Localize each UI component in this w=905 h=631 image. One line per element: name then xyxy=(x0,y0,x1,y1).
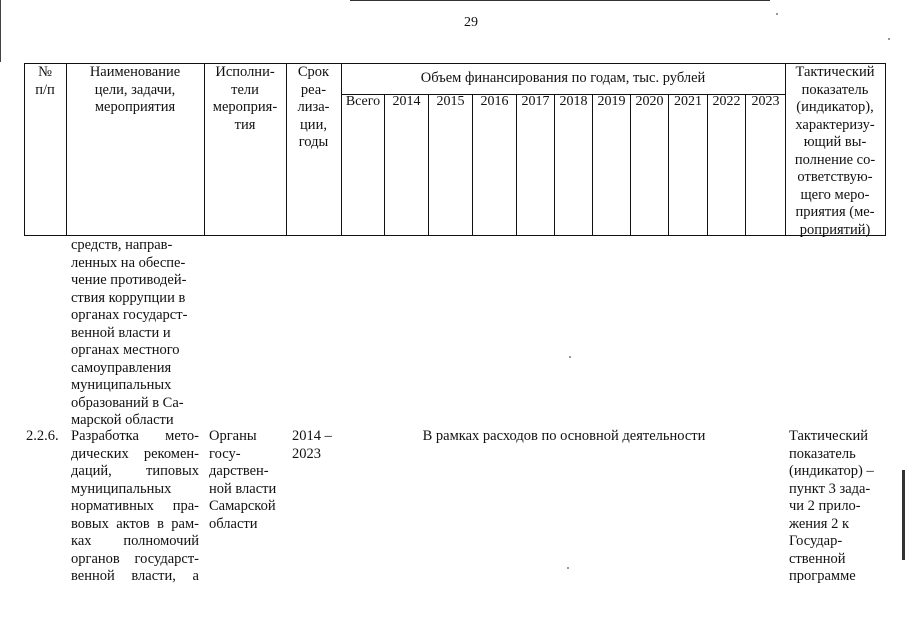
header-term: Срок реа- лиза- ции, годы xyxy=(297,64,330,150)
header-year: 2021 xyxy=(674,94,702,109)
continuation-line: муниципальных xyxy=(71,377,172,393)
continuation-text xyxy=(71,237,203,430)
scan-speck xyxy=(567,567,569,569)
header-year: 2022 xyxy=(712,94,741,109)
header-year: 2015 xyxy=(436,94,465,109)
continuation-line: средств, направ- xyxy=(71,237,173,253)
row-executors: Органы госу- дарствен- ной власти Самарской области xyxy=(209,428,277,532)
header-year: 2016 xyxy=(480,94,509,109)
scan-edge-left xyxy=(0,0,1,62)
header-number: № п/п xyxy=(35,64,55,98)
header-year: 2019 xyxy=(597,94,626,109)
continuation-line: органах государст- xyxy=(71,307,188,323)
continuation-line: образований в Са- xyxy=(71,394,184,411)
page-number: 29 xyxy=(464,15,478,30)
row-indicator: Тактический показатель (индикатор) – пункт 3 зада- чи 2 прило- жения 2 к Государ- ственной программе xyxy=(789,428,874,584)
row-number: 2.2.6. xyxy=(26,428,59,444)
row-name-line: вовых актов в рам- xyxy=(71,515,199,532)
row-name-line: дических рекомен- xyxy=(71,445,199,462)
row-name-line: венной власти, а xyxy=(71,568,199,584)
row-name-line: муниципальных xyxy=(71,480,172,497)
row-name-line: даций, типовых xyxy=(71,463,199,479)
continuation-line: ленных на обеспе- xyxy=(71,254,186,271)
row-funding: В рамках расходов по основной деятельности xyxy=(422,428,706,444)
scan-speck xyxy=(569,356,571,358)
continuation-line: ствия коррупции в xyxy=(71,289,186,306)
header-year: 2020 xyxy=(635,94,664,109)
header-year: 2014 xyxy=(392,94,421,109)
scan-speck xyxy=(776,13,778,15)
continuation-line: венной власти и xyxy=(71,324,171,341)
continuation-line: чение противодей- xyxy=(71,272,187,288)
continuation-line: марской области xyxy=(71,412,174,428)
scan-speck xyxy=(888,38,890,40)
header-executors: Исполни- тели мероприя- тия xyxy=(212,64,278,133)
continuation-line: органах местного xyxy=(71,342,180,358)
header-name: Наименование цели, задачи, мероприятия xyxy=(89,64,181,115)
row-name-line: Разработка мето- xyxy=(71,428,199,444)
header-funding: Объем финансирования по годам, тыс. рублей xyxy=(420,70,706,86)
scan-edge-top xyxy=(350,0,770,1)
table-header xyxy=(24,63,886,236)
header-year-total: Всего xyxy=(345,94,381,109)
header-year: 2018 xyxy=(559,94,588,109)
row-name-line: органов государст- xyxy=(71,550,199,567)
header-year: 2017 xyxy=(521,94,550,109)
row-name-line: ках полномочий xyxy=(71,533,199,549)
row-term: 2014 – 2023 xyxy=(292,428,332,462)
row-name xyxy=(71,428,199,586)
continuation-line: самоуправления xyxy=(71,359,172,376)
header-indicator: Тактический показатель (индикатор), характеризу- ющий вы- полнение со- ответствую- щего меро- приятия (ме- роприятий) xyxy=(794,64,876,238)
header-year: 2023 xyxy=(751,94,780,109)
row-name-line: нормативных пра- xyxy=(71,498,199,514)
